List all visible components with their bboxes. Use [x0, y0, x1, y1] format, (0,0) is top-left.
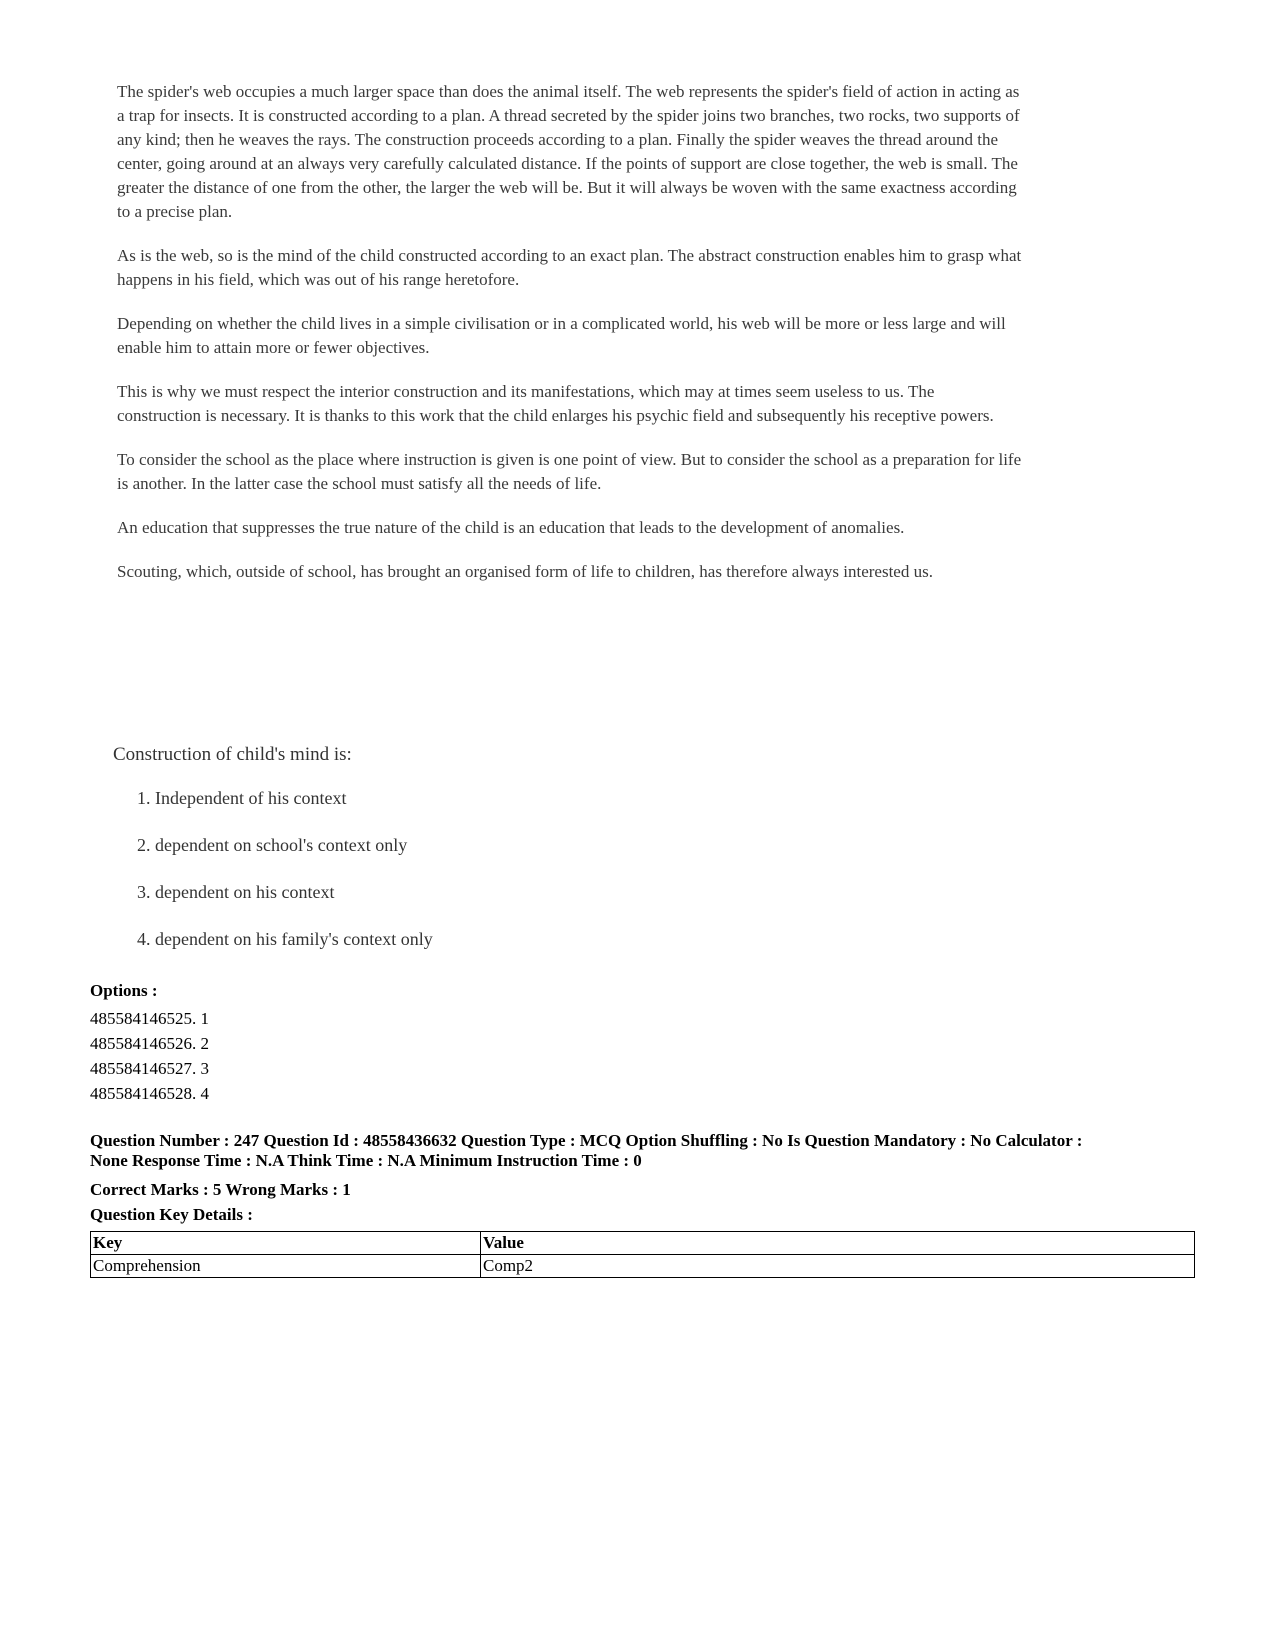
table-row: [91, 1255, 1195, 1278]
table-cell-value: Comp2: [481, 1255, 1195, 1278]
passage-paragraph: Scouting, which, outside of school, has brought an organised form of life to children, has therefore always interested us.: [117, 562, 933, 581]
passage-paragraph: This is why we must respect the interior construction and its manifestations, which may at times seem useless to us. The construction is necessary. It is thanks to this work that the child enlarges his psychic field and subsequently his receptive powers.: [117, 382, 994, 425]
key-details-heading: Question Key Details :: [90, 1205, 253, 1224]
question-meta-line: None Response Time : N.A Think Time : N.A Minimum Instruction Time : 0: [90, 1151, 642, 1170]
answer-choice: 1. Independent of his context: [137, 788, 347, 808]
column-header-key: Key: [91, 1232, 481, 1255]
marks-info: Correct Marks : 5 Wrong Marks : 1: [90, 1180, 351, 1199]
options-list: [90, 1006, 209, 1106]
option-item: 485584146527. 3: [90, 1059, 209, 1078]
option-item: 485584146526. 2: [90, 1034, 209, 1053]
answer-choice: 2. dependent on school's context only: [137, 835, 408, 855]
passage-paragraph: As is the web, so is the mind of the child constructed according to an exact plan. The abstract construction enables him to grasp what happens in his field, which was out of his range heretofore.: [117, 246, 1022, 289]
question-stem: Construction of child's mind is:: [113, 744, 352, 765]
table-header-row: [91, 1232, 1195, 1255]
comprehension-passage: [117, 80, 1022, 604]
answer-choices: [137, 786, 433, 974]
table-cell-key: Comprehension: [91, 1255, 481, 1278]
question-meta: [90, 1131, 1200, 1171]
option-item: 485584146528. 4: [90, 1084, 209, 1103]
passage-paragraph: Depending on whether the child lives in a simple civilisation or in a complicated world, his web will be more or less large and will enable him to attain more or fewer objectives.: [117, 314, 1006, 357]
option-item: 485584146525. 1: [90, 1009, 209, 1028]
key-details-table: [90, 1231, 1195, 1278]
question-meta-line: Question Number : 247 Question Id : 48558436632 Question Type : MCQ Option Shuffling : No Is Question Mandatory : No Calculator :: [90, 1131, 1083, 1150]
answer-choice: 4. dependent on his family's context only: [137, 929, 433, 949]
answer-choice: 3. dependent on his context: [137, 882, 335, 902]
options-heading: Options :: [90, 981, 158, 1000]
column-header-value: Value: [481, 1232, 1195, 1255]
passage-paragraph: To consider the school as the place where instruction is given is one point of view. But to consider the school as a preparation for life is another. In the latter case the school must satisfy all the needs of life.: [117, 450, 1022, 493]
passage-paragraph: The spider's web occupies a much larger space than does the animal itself. The web represents the spider's field of action in acting as a trap for insects. It is constructed according to a plan. A thread secreted by the spider joins two branches, two rocks, two supports of any kind; then he weaves the rays. The construction proceeds according to a plan. Finally the spider weaves the thread around the center, going around at an always very carefully calculated distance. If the points of support are close together, the web is small. The greater the distance of one from the other, the larger the web will be. But it will always be woven with the same exactness according to a precise plan.: [117, 82, 1020, 221]
passage-paragraph: An education that suppresses the true nature of the child is an education that leads to the development of anomalies.: [117, 518, 905, 537]
